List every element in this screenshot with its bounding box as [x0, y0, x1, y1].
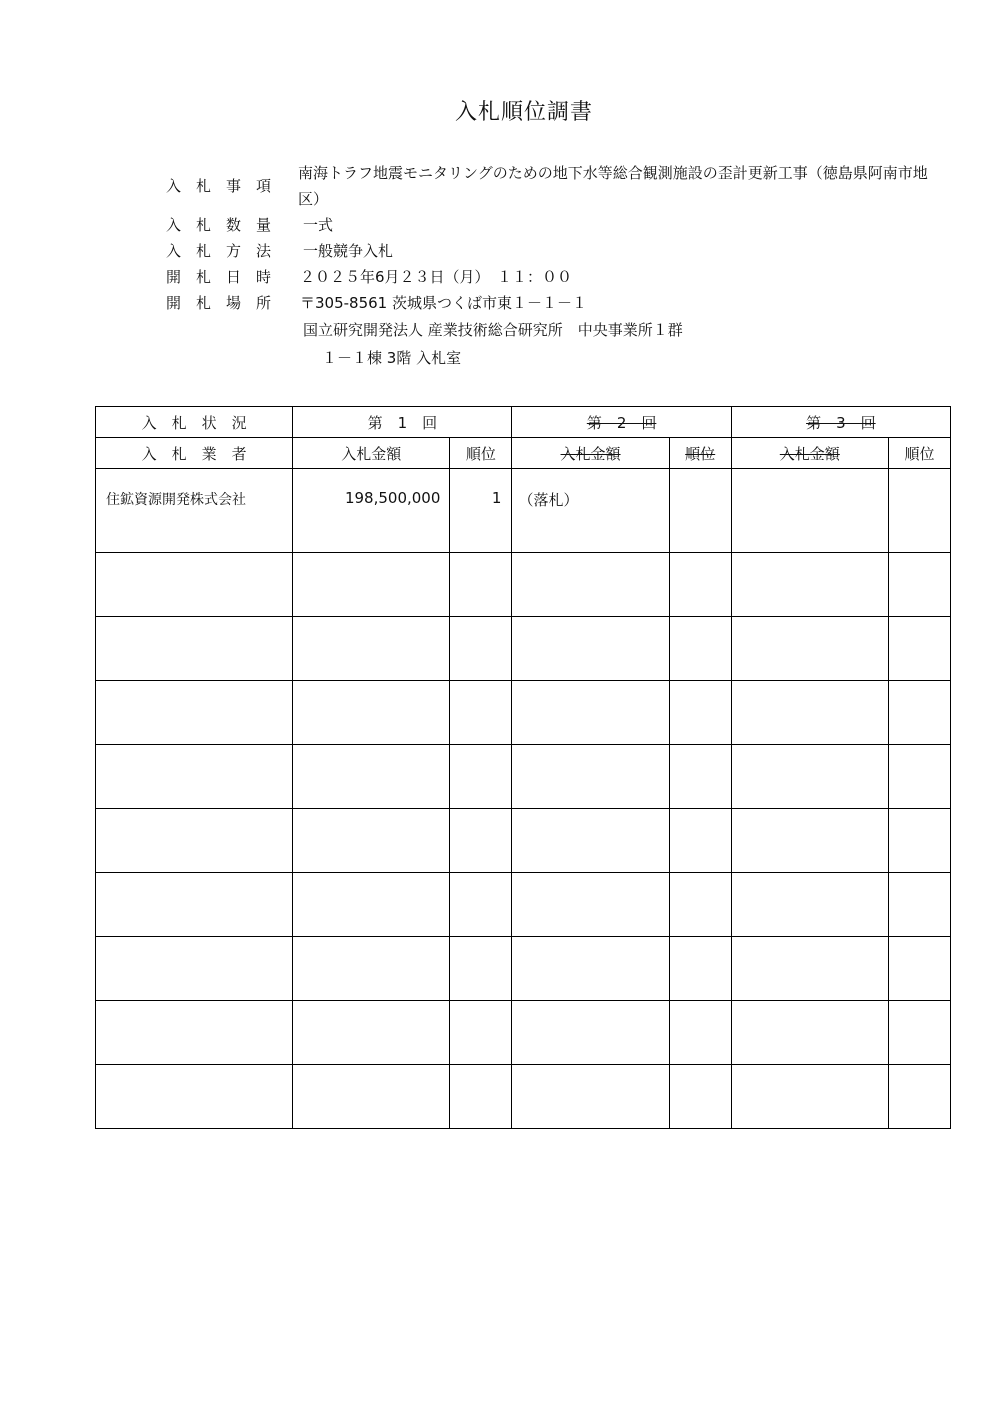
- info-row-date: [166, 264, 946, 290]
- empty-cell: [96, 873, 293, 937]
- status-header: 入 札 状 況: [96, 407, 293, 438]
- empty-cell: [731, 553, 888, 617]
- empty-cell: [293, 553, 450, 617]
- vendor-header: 入 札 業 者: [96, 438, 293, 469]
- bid-ranking-table: [95, 406, 951, 1129]
- bid-amount: 198,500,000: [293, 469, 450, 553]
- empty-cell: [450, 617, 512, 681]
- place-line1: 〒305-8561 茨城県つくば市東１－１－１: [300, 294, 587, 312]
- table-row: [96, 937, 951, 1001]
- empty-cell: [450, 681, 512, 745]
- empty-cell: [731, 1065, 888, 1129]
- empty-cell: [293, 1001, 450, 1065]
- table-row: [96, 873, 951, 937]
- empty-cell: [669, 745, 731, 809]
- header-row-rounds: [96, 407, 951, 438]
- place-line3: １－１棟 3階 入札室: [322, 349, 462, 367]
- empty-cell: [731, 809, 888, 873]
- empty-cell: [96, 1065, 293, 1129]
- empty-cell: [450, 873, 512, 937]
- empty-cell: [512, 873, 669, 937]
- empty-cell: [512, 617, 669, 681]
- empty-cell: [450, 745, 512, 809]
- empty-cell: [888, 873, 950, 937]
- award-note: （落札）: [512, 469, 669, 553]
- table-row: [96, 745, 951, 809]
- round2-header: 第 2 回: [512, 407, 731, 438]
- round3-amount-header: 入札金額: [731, 438, 888, 469]
- empty-cell: [293, 617, 450, 681]
- place-line2: 国立研究開発法人 産業技術総合研究所 中央事業所１群: [303, 321, 683, 339]
- item-label: 入 札 事 項: [166, 177, 272, 195]
- info-row-place: [166, 290, 946, 316]
- table-row: [96, 553, 951, 617]
- empty-cell: [669, 1001, 731, 1065]
- empty-cell: [888, 617, 950, 681]
- empty-cell: [293, 1065, 450, 1129]
- empty-cell: [731, 873, 888, 937]
- empty-cell: [888, 1065, 950, 1129]
- table-row: [96, 617, 951, 681]
- empty-cell: [96, 809, 293, 873]
- empty-cell: [731, 745, 888, 809]
- empty-cell: [96, 1001, 293, 1065]
- method-value: 一般競争入札: [303, 242, 394, 260]
- quantity-value: 一式: [303, 216, 334, 234]
- empty-cell: [450, 1065, 512, 1129]
- empty-cell: [96, 617, 293, 681]
- quantity-label: 入 札 数 量: [166, 216, 272, 234]
- empty-cell: [669, 937, 731, 1001]
- empty-cell: [669, 681, 731, 745]
- empty-cell: [669, 809, 731, 873]
- info-row-method: [166, 238, 946, 264]
- method-label: 入 札 方 法: [166, 242, 272, 260]
- empty-cell: [450, 1001, 512, 1065]
- empty-cell: [731, 681, 888, 745]
- empty-cell: [96, 553, 293, 617]
- table-row: [96, 469, 951, 553]
- table-row: [96, 1065, 951, 1129]
- table-row: [96, 809, 951, 873]
- table-row: [96, 681, 951, 745]
- round3-rank-header: 順位: [888, 438, 950, 469]
- empty-cell: [888, 1001, 950, 1065]
- date-value: ２０２５年6月２３日（月） １１：００: [300, 268, 573, 286]
- empty-cell: [731, 937, 888, 1001]
- empty-cell: [888, 469, 950, 553]
- empty-cell: [512, 937, 669, 1001]
- round1-rank-header: 順位: [450, 438, 512, 469]
- date-label: 開 札 日 時: [166, 268, 272, 286]
- empty-cell: [888, 553, 950, 617]
- table-row: [96, 1001, 951, 1065]
- empty-cell: [512, 1065, 669, 1129]
- empty-cell: [888, 745, 950, 809]
- place-label: 開 札 場 所: [166, 294, 272, 312]
- empty-cell: [293, 873, 450, 937]
- item-value: 南海トラフ地震モニタリングのための地下水等総合観測施設の歪計更新工事（徳島県阿南市地区）: [298, 164, 928, 208]
- empty-cell: [96, 937, 293, 1001]
- empty-cell: [888, 681, 950, 745]
- empty-cell: [669, 469, 731, 553]
- empty-cell: [669, 873, 731, 937]
- empty-cell: [888, 809, 950, 873]
- empty-cell: [512, 553, 669, 617]
- header-row-columns: [96, 438, 951, 469]
- empty-cell: [450, 809, 512, 873]
- empty-cell: [96, 745, 293, 809]
- round1-amount-header: 入札金額: [293, 438, 450, 469]
- empty-cell: [669, 1065, 731, 1129]
- round2-amount-header: 入札金額: [512, 438, 669, 469]
- empty-cell: [669, 617, 731, 681]
- document-title: 入札順位調書: [454, 100, 593, 125]
- empty-cell: [731, 469, 888, 553]
- round3-header: 第 3 回: [731, 407, 950, 438]
- empty-cell: [293, 681, 450, 745]
- empty-cell: [512, 745, 669, 809]
- empty-cell: [293, 809, 450, 873]
- info-row-quantity: [166, 212, 946, 238]
- empty-cell: [888, 937, 950, 1001]
- info-row-item: [166, 160, 946, 212]
- round2-rank-header: 順位: [669, 438, 731, 469]
- empty-cell: [450, 553, 512, 617]
- bid-info: [166, 160, 946, 372]
- bid-rank: 1: [450, 469, 512, 553]
- empty-cell: [512, 681, 669, 745]
- round1-header: 第 1 回: [293, 407, 512, 438]
- empty-cell: [731, 1001, 888, 1065]
- empty-cell: [512, 809, 669, 873]
- empty-cell: [96, 681, 293, 745]
- empty-cell: [293, 937, 450, 1001]
- empty-cell: [450, 937, 512, 1001]
- empty-cell: [293, 745, 450, 809]
- vendor-name: 住鉱資源開発株式会社: [96, 469, 293, 553]
- empty-cell: [731, 617, 888, 681]
- empty-cell: [512, 1001, 669, 1065]
- empty-cell: [669, 553, 731, 617]
